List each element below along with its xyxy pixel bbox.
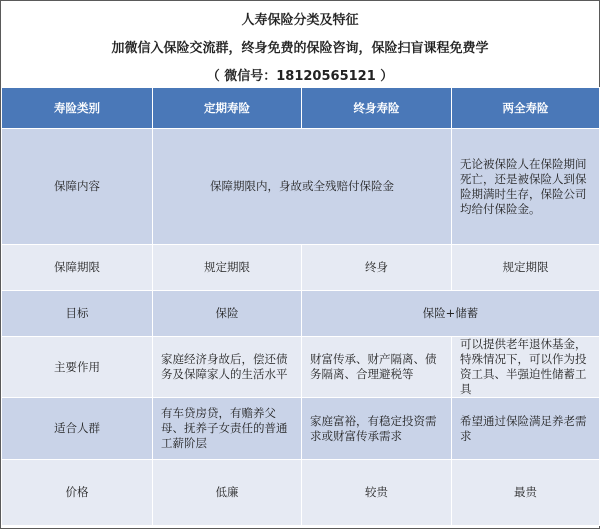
table-row-price	[2, 460, 600, 526]
table-row-period	[2, 245, 600, 291]
table-row-audience	[2, 398, 600, 460]
cell-term-period: 规定期限	[153, 245, 302, 291]
table-header-row	[2, 88, 600, 129]
col-header-whole-life: 终身寿险	[302, 88, 452, 129]
table-row-coverage	[2, 129, 600, 245]
cell-term-audience: 有车贷房贷，有赡养父母、抚养子女责任的普通工薪阶层	[153, 398, 302, 460]
col-header-category: 寿险类别	[2, 88, 153, 129]
row-label: 目标	[2, 291, 153, 337]
cell-endowment-coverage: 无论被保险人在保险期间死亡，还是被保险人到保险期满时生存，保险公司均给付保险金。	[452, 129, 600, 245]
cell-endowment-price: 最贵	[452, 460, 600, 526]
cell-term-price: 低廉	[153, 460, 302, 526]
cell-endowment-function: 可以提供老年退休基金，特殊情况下，可以作为投资工具、半强迫性储蓄工具	[452, 337, 600, 398]
cell-endowment-period: 规定期限	[452, 245, 600, 291]
row-label: 主要作用	[2, 337, 153, 398]
col-header-term-life: 定期寿险	[153, 88, 302, 129]
cell-whole-price: 较贵	[302, 460, 452, 526]
classification-table	[1, 87, 600, 526]
table-row-function	[2, 337, 600, 398]
col-header-endowment: 两全寿险	[452, 88, 600, 129]
cell-term-function: 家庭经济身故后，偿还债务及保障家人的生活水平	[153, 337, 302, 398]
wechat-id: （ 微信号：18120565121 ）	[206, 69, 394, 84]
row-label: 保障内容	[2, 129, 153, 245]
cell-whole-endowment-goal: 保险+储蓄	[302, 291, 600, 337]
cell-whole-function: 财富传承、财产隔离、债务隔离、合理避税等	[302, 337, 452, 398]
promo-line: 加微信入保险交流群，终身免费的保险咨询，保险扫盲课程免费学	[111, 41, 489, 56]
row-label: 价格	[2, 460, 153, 526]
header	[1, 1, 599, 87]
cell-term-whole-coverage: 保障期限内，身故或全残赔付保险金	[153, 129, 452, 245]
cell-endowment-audience: 希望通过保险满足养老需求	[452, 398, 600, 460]
table-row-goal	[2, 291, 600, 337]
page-title: 人寿保险分类及特征	[241, 13, 359, 28]
cell-whole-audience: 家庭富裕，有稳定投资需求或财富传承需求	[302, 398, 452, 460]
row-label: 保障期限	[2, 245, 153, 291]
cell-whole-period: 终身	[302, 245, 452, 291]
row-label: 适合人群	[2, 398, 153, 460]
cell-term-goal: 保险	[153, 291, 302, 337]
